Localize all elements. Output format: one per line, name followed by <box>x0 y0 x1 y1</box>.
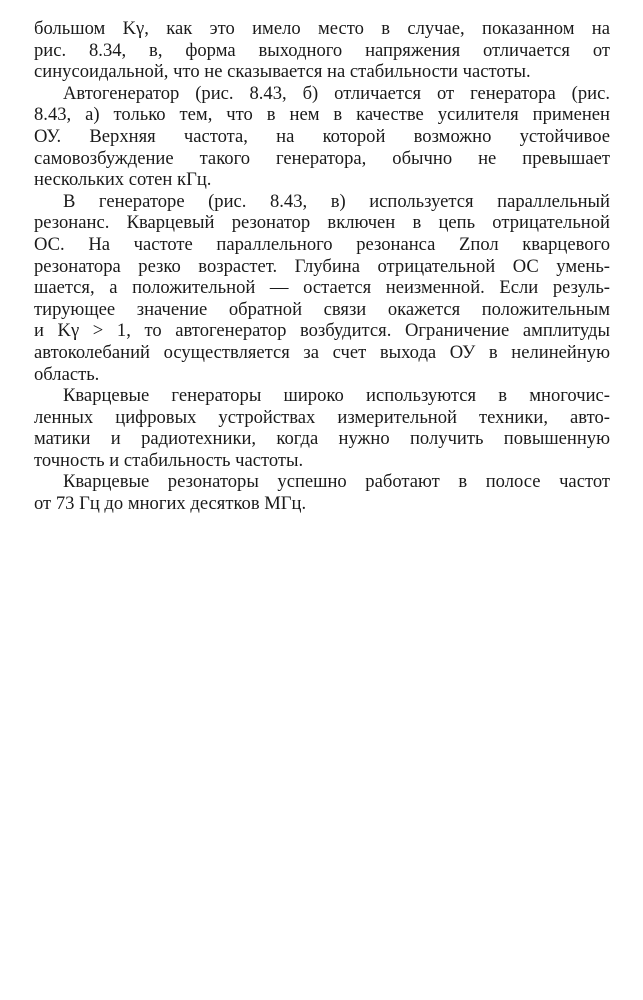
text-line: 8.43, а) только тем, что в нем в качестве усилителя применен <box>34 104 610 126</box>
text-line: синусоидальной, что не сказывается на стабильности частоты. <box>34 61 531 83</box>
paragraph-5 <box>34 471 610 514</box>
text-line: шается, а положительной — остается неизменной. Если резуль- <box>34 277 610 299</box>
text-line: рис. 8.34, в, форма выходного напряжения отличается от <box>34 39 610 61</box>
text-line: ленных цифровых устройствах измерительной техники, авто- <box>34 406 610 428</box>
paragraph-1 <box>34 18 610 83</box>
paragraph-4 <box>34 385 610 471</box>
paragraph-3 <box>34 191 610 385</box>
text-line: точность и стабильность частоты. <box>34 449 304 471</box>
text-line: Кварцевые генераторы широко используются в многочис- <box>63 385 610 407</box>
text-line: Автогенератор (рис. 8.43, б) отличается от генератора (рис. <box>63 82 610 104</box>
text-line: Кварцевые резонаторы успешно работают в полосе частот <box>63 471 610 493</box>
text-line: область. <box>34 363 100 385</box>
text-line: резонанс. Кварцевый резонатор включен в цепь отрицательной <box>34 212 610 234</box>
text-line: нескольких сотен кГц. <box>34 169 212 191</box>
text-line: большом Kγ, как это имело место в случае, показанном на <box>34 18 610 39</box>
paragraph-2 <box>34 83 610 191</box>
page-body <box>34 18 610 515</box>
text-line: В генераторе (рис. 8.43, в) используется параллельный <box>63 190 610 212</box>
text-line: и Kγ > 1, то автогенератор возбудится. Ограничение амплитуды <box>34 320 610 342</box>
text-line: ОС. На частоте параллельного резонанса Zпол кварцевого <box>34 233 610 255</box>
text-line: тирующее значение обратной связи окажется положительным <box>34 298 610 320</box>
text-line: матики и радиотехники, когда нужно получить повышенную <box>34 428 610 450</box>
text-line: ОУ. Верхняя частота, на которой возможно устойчивое <box>34 125 610 147</box>
text-line: резонатора резко возрастет. Глубина отрицательной ОС умень- <box>34 255 610 277</box>
text-line: самовозбуждение такого генератора, обычно не превышает <box>34 147 610 169</box>
text-line: от 73 Гц до многих десятков МГц. <box>34 493 307 515</box>
text-line: автоколебаний осуществляется за счет выхода ОУ в нелинейную <box>34 341 610 363</box>
